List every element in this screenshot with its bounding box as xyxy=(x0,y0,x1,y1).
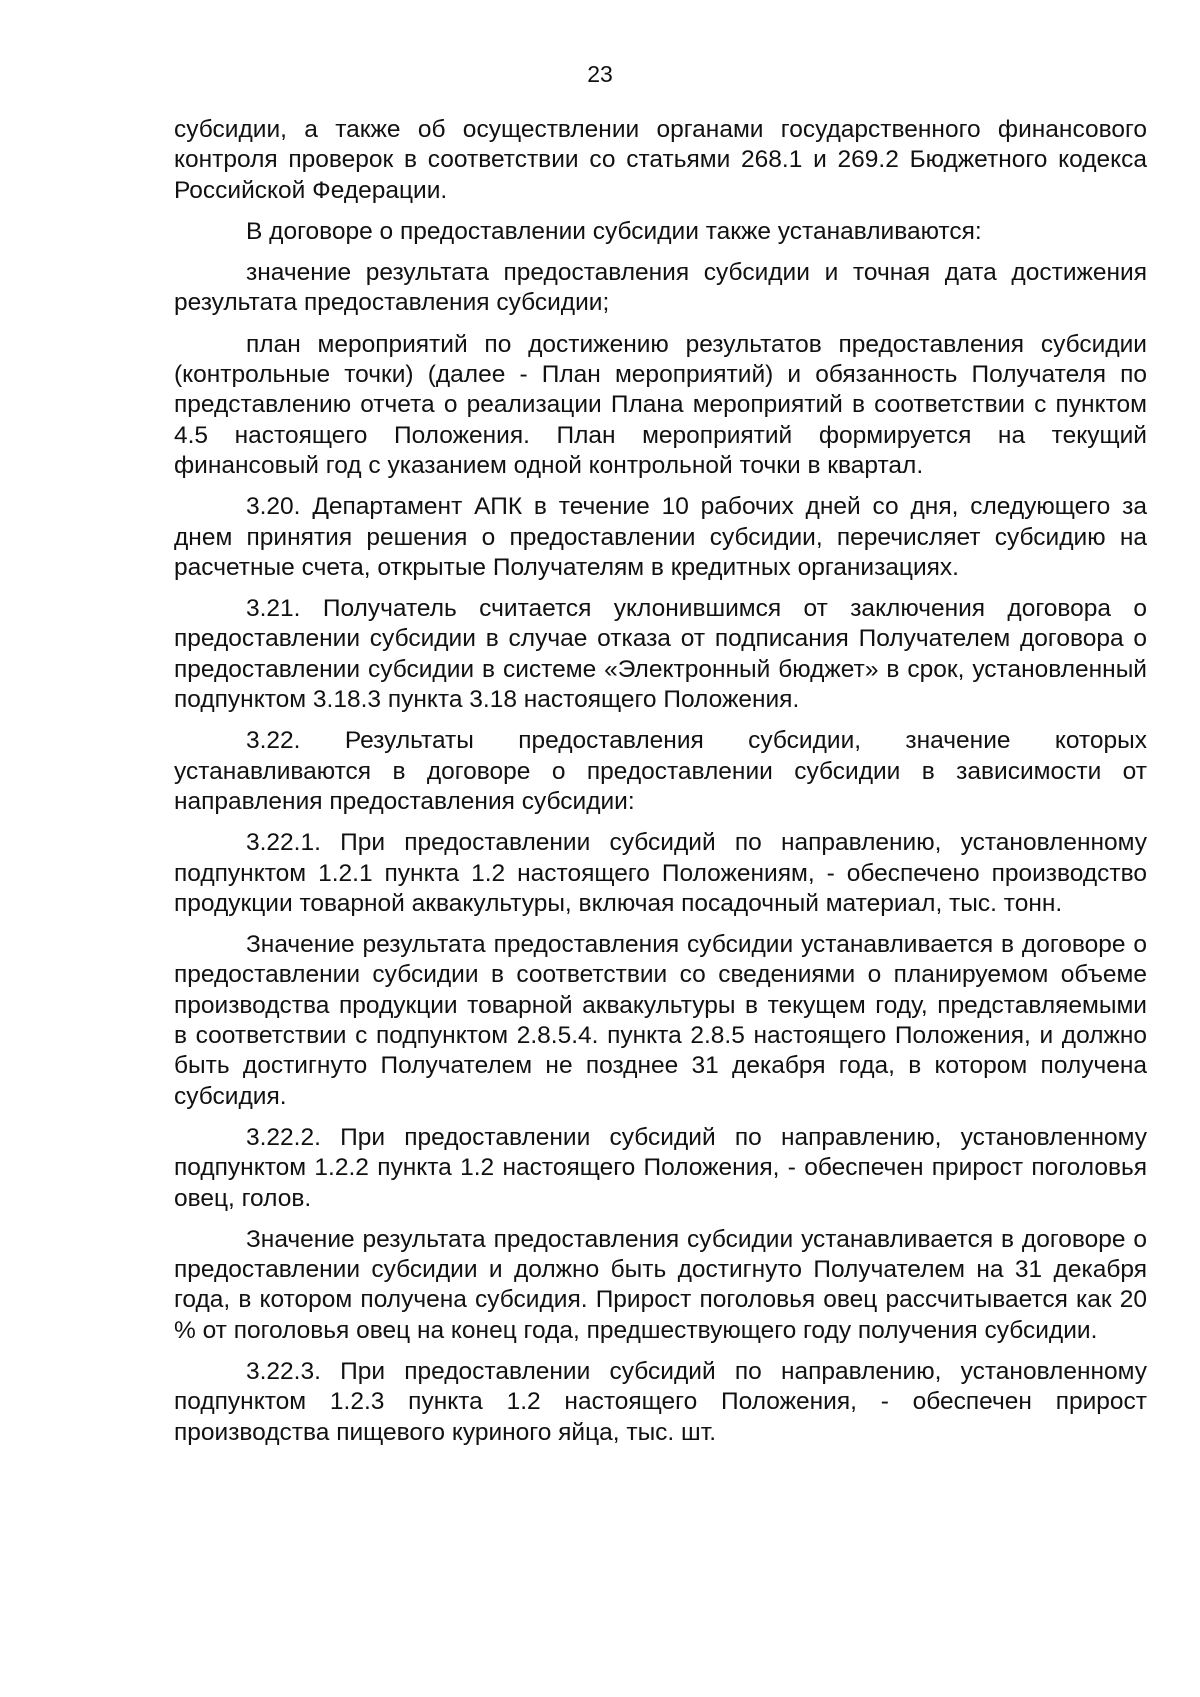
document-body xyxy=(174,115,1147,1459)
paragraph-3-22: 3.22. Результаты предоставления субсидии, значение которых устанавливаются в договоре о предоставлении субсидии в зависимости от направления предоставления субсидии: xyxy=(174,727,1147,815)
paragraph-3-22-3: 3.22.3. При предоставлении субсидий по направлению, установленному подпунктом 1.2.3 пункта 1.2 настоящего Положения, - обеспечен прирост производства пищевого куриного яйца, тыс. шт. xyxy=(174,1357,1147,1446)
paragraph-1: субсидии, а также об осуществлении органами государственного финансового контроля проверок в соответствии со статьями 268.1 и 269.2 Бюджетного кодекса Российской Федерации. xyxy=(174,116,1147,204)
page-number: 23 xyxy=(587,61,613,87)
paragraph-3-22-1-value: Значение результата предоставления субсидии устанавливается в договоре о предоставлении субсидии в соответствии со сведениями о планируемом объеме производства продукции товарной аквакультуры в текущем году, представляемыми в соответствии с подпунктом 2.8.5.4. пункта 2.8.5 настоящего Положения, и должно быть достигнуто Получателем не позднее 31 декабря года, в котором получена субсидия. xyxy=(174,931,1147,1110)
paragraph-3-22-2: 3.22.2. При предоставлении субсидий по направлению, установленному подпунктом 1.2.2 пункта 1.2 настоящего Положения, - обеспечен прирост поголовья овец, голов. xyxy=(174,1123,1147,1212)
paragraph-3-20: 3.20. Департамент АПК в течение 10 рабочих дней со дня, следующего за днем принятия решения о предоставлении субсидии, перечисляет субсидию на расчетные счета, открытые Получателям в кредитных организациях. xyxy=(174,493,1147,581)
paragraph-3: значение результата предоставления субсидии и точная дата достижения результата предоставления субсидии; xyxy=(174,259,1147,317)
paragraph-3-22-1: 3.22.1. При предоставлении субсидий по направлению, установленному подпунктом 1.2.1 пункта 1.2 настоящего Положениям, - обеспечено производство продукции товарной аквакультуры, включая посадочный материал, тыс. тонн. xyxy=(174,829,1147,917)
paragraph-3-21: 3.21. Получатель считается уклонившимся от заключения договора о предоставлении субсидии в случае отказа от подписания Получателем договора о предоставлении субсидии в системе «Электронный бюджет» в срок, установленный подпунктом 3.18.3 пункта 3.18 настоящего Положения. xyxy=(174,595,1147,714)
paragraph-3-22-2-value: Значение результата предоставления субсидии устанавливается в договоре о предоставлении субсидии и должно быть достигнуто Получателем на 31 декабря года, в котором получена субсидия. Прирост поголовья овец рассчитывается как 20 % от поголовья овец на конец года, предшествующего году получения субсидии. xyxy=(174,1225,1147,1344)
paragraph-4: план мероприятий по достижению результатов предоставления субсидии (контрольные точки) (далее - План мероприятий) и обязанность Получателя по представлению отчета о реализации Плана мероприятий в соответствии с пунктом 4.5 настоящего Положения. План мероприятий формируется на текущий финансовый год с указанием одной контрольной точки в квартал. xyxy=(174,330,1147,479)
paragraph-2: В договоре о предоставлении субсидии также устанавливаются: xyxy=(246,217,982,245)
